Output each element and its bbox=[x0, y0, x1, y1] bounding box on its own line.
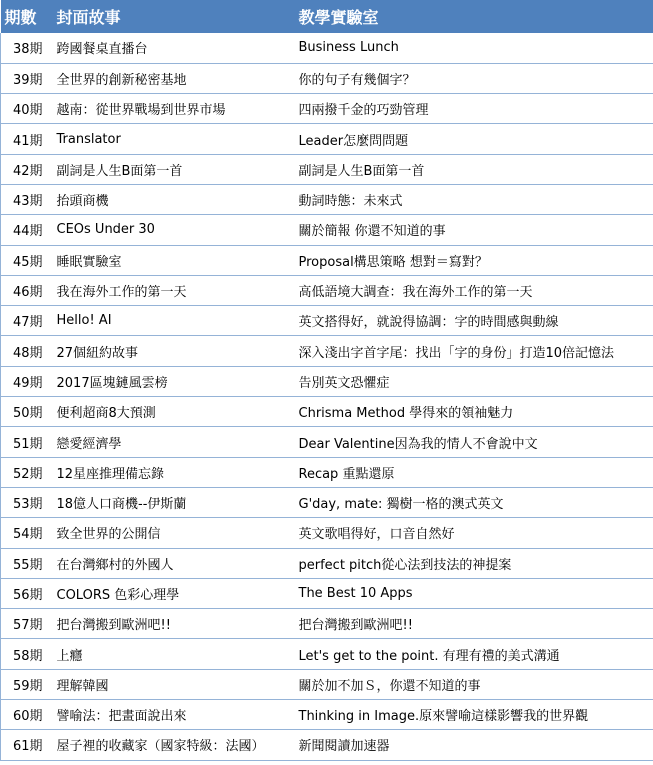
teaching-lab-cell: 英文搭得好，就說得協調：字的時間感與動線 bbox=[293, 306, 653, 336]
table-row bbox=[1, 518, 653, 548]
table-body bbox=[1, 33, 653, 760]
cover-story-cell: 戀愛經濟學 bbox=[49, 427, 293, 457]
issue-cell: 48期 bbox=[1, 336, 49, 366]
issue-cell: 40期 bbox=[1, 94, 49, 124]
cover-story-cell: 越南：從世界戰場到世界市場 bbox=[49, 94, 293, 124]
table-row bbox=[1, 124, 653, 154]
issue-cell: 58期 bbox=[1, 639, 49, 669]
teaching-lab-cell: Thinking in Image.原來譬喻這樣影響我的世界觀 bbox=[293, 700, 653, 730]
cover-story-cell: Translator bbox=[49, 124, 293, 154]
table-row bbox=[1, 609, 653, 639]
table-row bbox=[1, 33, 653, 63]
teaching-lab-cell: 高低語境大調查：我在海外工作的第一天 bbox=[293, 275, 653, 305]
table-row bbox=[1, 457, 653, 487]
issue-cell: 42期 bbox=[1, 154, 49, 184]
issue-cell: 56期 bbox=[1, 578, 49, 608]
issue-cell: 57期 bbox=[1, 609, 49, 639]
column-header-teaching-lab: 教學實驗室 bbox=[298, 8, 379, 27]
cover-story-cell: 跨國餐桌直播台 bbox=[49, 33, 293, 63]
teaching-lab-cell: 英文歌唱得好，口音自然好 bbox=[293, 518, 653, 548]
teaching-lab-cell: The Best 10 Apps bbox=[293, 578, 653, 608]
teaching-lab-cell: 告別英文恐懼症 bbox=[293, 366, 653, 396]
issue-cell: 61期 bbox=[1, 730, 49, 760]
table-row bbox=[1, 700, 653, 730]
cover-story-cell: 全世界的創新秘密基地 bbox=[49, 63, 293, 93]
table-row bbox=[1, 94, 653, 124]
teaching-lab-cell: perfect pitch從心法到技法的神提案 bbox=[293, 548, 653, 578]
cover-story-cell: 屋子裡的收藏家（國家特級：法國） bbox=[49, 730, 293, 760]
table-row bbox=[1, 245, 653, 275]
issue-cell: 59期 bbox=[1, 669, 49, 699]
table-row bbox=[1, 730, 653, 760]
table-row bbox=[1, 215, 653, 245]
teaching-lab-cell: 關於簡報 你還不知道的事 bbox=[293, 215, 653, 245]
teaching-lab-cell: G'day, mate: 獨樹一格的澳式英文 bbox=[293, 487, 653, 517]
cover-story-cell: 致全世界的公開信 bbox=[49, 518, 293, 548]
issue-cell: 39期 bbox=[1, 63, 49, 93]
table-row bbox=[1, 427, 653, 457]
table-row bbox=[1, 184, 653, 214]
table-row bbox=[1, 548, 653, 578]
cover-story-cell: 2017區塊鏈風雲榜 bbox=[49, 366, 293, 396]
table-row bbox=[1, 336, 653, 366]
cover-story-cell: Hello! AI bbox=[49, 306, 293, 336]
teaching-lab-cell: Dear Valentine因為我的情人不會說中文 bbox=[293, 427, 653, 457]
cover-story-cell: 把台灣搬到歐洲吧!! bbox=[49, 609, 293, 639]
issue-cell: 53期 bbox=[1, 487, 49, 517]
table-row bbox=[1, 306, 653, 336]
cover-story-cell: 18億人口商機--伊斯蘭 bbox=[49, 487, 293, 517]
cover-story-cell: 我在海外工作的第一天 bbox=[49, 275, 293, 305]
cover-story-cell: 抬頭商機 bbox=[49, 184, 293, 214]
issue-cell: 49期 bbox=[1, 366, 49, 396]
teaching-lab-cell: 深入淺出字首字尾：找出「字的身份」打造10倍記憶法 bbox=[293, 336, 653, 366]
teaching-lab-cell: Chrisma Method 學得來的領袖魅力 bbox=[293, 397, 653, 427]
table-row bbox=[1, 669, 653, 699]
table-row bbox=[1, 275, 653, 305]
cover-story-cell: 12星座推理備忘錄 bbox=[49, 457, 293, 487]
table-row bbox=[1, 639, 653, 669]
cover-story-cell: 在台灣鄉村的外國人 bbox=[49, 548, 293, 578]
issue-cell: 43期 bbox=[1, 184, 49, 214]
issue-cell: 38期 bbox=[1, 33, 49, 63]
issue-cell: 44期 bbox=[1, 215, 49, 245]
teaching-lab-cell: 把台灣搬到歐洲吧!! bbox=[293, 609, 653, 639]
table-row bbox=[1, 578, 653, 608]
table-row bbox=[1, 487, 653, 517]
table-row bbox=[1, 397, 653, 427]
teaching-lab-cell: 你的句子有幾個字？ bbox=[293, 63, 653, 93]
table-row bbox=[1, 366, 653, 396]
column-header-issue: 期數 bbox=[4, 8, 37, 27]
teaching-lab-cell: 副詞是人生B面第一首 bbox=[293, 154, 653, 184]
issue-cell: 52期 bbox=[1, 457, 49, 487]
teaching-lab-cell: 關於加不加Ｓ，你還不知道的事 bbox=[293, 669, 653, 699]
teaching-lab-cell: Let's get to the point. 有理有禮的美式溝通 bbox=[293, 639, 653, 669]
teaching-lab-cell: Business Lunch bbox=[293, 33, 653, 63]
cover-story-cell: COLORS 色彩心理學 bbox=[49, 578, 293, 608]
cover-story-cell: 27個紐約故事 bbox=[49, 336, 293, 366]
teaching-lab-cell: Recap 重點還原 bbox=[293, 457, 653, 487]
cover-story-cell: 便利超商8大預測 bbox=[49, 397, 293, 427]
table-row bbox=[1, 63, 653, 93]
issue-cell: 46期 bbox=[1, 275, 49, 305]
table-header-row bbox=[1, 0, 653, 33]
teaching-lab-cell: 新聞閱讀加速器 bbox=[293, 730, 653, 760]
cover-story-cell: CEOs Under 30 bbox=[49, 215, 293, 245]
teaching-lab-cell: 動詞時態：未來式 bbox=[293, 184, 653, 214]
issue-cell: 45期 bbox=[1, 245, 49, 275]
teaching-lab-cell: Proposal構思策略 想對＝寫對？ bbox=[293, 245, 653, 275]
cover-story-cell: 副詞是人生B面第一首 bbox=[49, 154, 293, 184]
cover-story-cell: 理解韓國 bbox=[49, 669, 293, 699]
table-row bbox=[1, 154, 653, 184]
column-header-cover-story: 封面故事 bbox=[56, 8, 121, 27]
issue-cell: 50期 bbox=[1, 397, 49, 427]
teaching-lab-cell: 四兩撥千金的巧勁管理 bbox=[293, 94, 653, 124]
issue-cell: 41期 bbox=[1, 124, 49, 154]
cover-story-cell: 上癮 bbox=[49, 639, 293, 669]
teaching-lab-cell: Leader怎麼問問題 bbox=[293, 124, 653, 154]
issue-cell: 47期 bbox=[1, 306, 49, 336]
issue-cell: 55期 bbox=[1, 548, 49, 578]
cover-story-cell: 譬喻法：把畫面說出來 bbox=[49, 700, 293, 730]
issue-cell: 51期 bbox=[1, 427, 49, 457]
issue-cell: 60期 bbox=[1, 700, 49, 730]
cover-story-cell: 睡眠實驗室 bbox=[49, 245, 293, 275]
issue-cell: 54期 bbox=[1, 518, 49, 548]
